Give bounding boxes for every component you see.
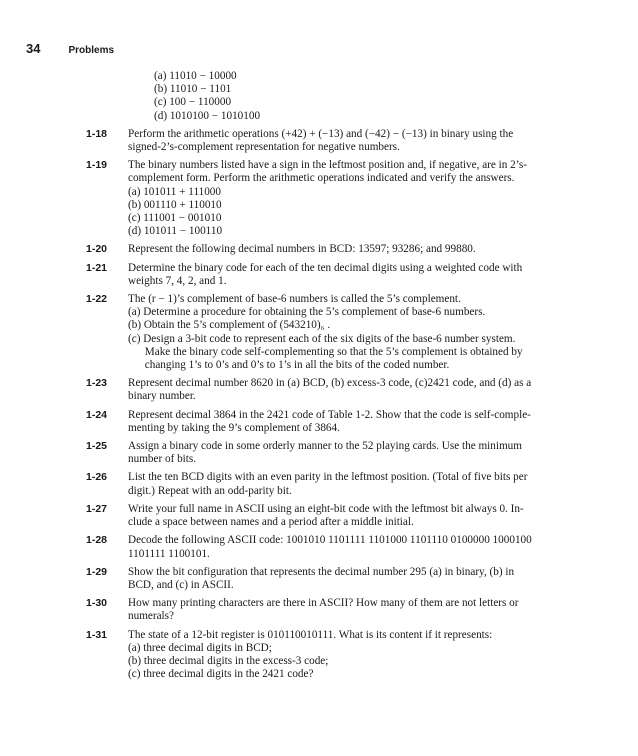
- problem-1-19: [86, 159, 612, 238]
- problem-text-line: menting by taking the 9’s complement of 3864.: [128, 421, 340, 434]
- problem-text-line: numerals?: [128, 610, 174, 623]
- problem-part: (b) three decimal digits in the excess-3 code;: [128, 654, 329, 667]
- problem-number: 1-24: [86, 408, 108, 421]
- problem-list: [86, 70, 612, 686]
- problem-text-line: number of bits.: [128, 453, 197, 466]
- problem-text-line: The state of a 12-bit register is 010110010111. What is its content if it represents:: [128, 628, 493, 641]
- problem-text-line: Decode the following ASCII code: 1001010 1101111 1101000 1101110 0100000 1000100: [128, 534, 532, 547]
- problem-part: (c) 111001 − 001010: [128, 212, 222, 225]
- page-number: 34: [26, 41, 41, 56]
- problem-part: changing 1’s to 0’s and 0’s to 1’s in all the bits of the coded number.: [128, 359, 450, 372]
- problem-part: (a) Determine a procedure for obtaining the 5’s complement of base-6 numbers.: [128, 306, 486, 319]
- problem-number: 1-18: [86, 127, 108, 140]
- problem-number: 1-30: [86, 597, 108, 610]
- problems: [86, 127, 612, 682]
- problem-1-29: [86, 565, 612, 592]
- problem-1-18: [86, 127, 612, 154]
- problem-number: 1-20: [86, 243, 108, 256]
- problem-text-line: Represent decimal 3864 in the 2421 code of Table 1-2. Show that the code is self-comple-: [128, 408, 531, 421]
- problem-text-line: weights 7, 4, 2, and 1.: [128, 274, 227, 287]
- problem-part: (a) 101011 + 111000: [128, 185, 221, 198]
- problem-text-line: signed-2’s-complement representation for negative numbers.: [128, 141, 400, 154]
- problem-text-line: digit.) Repeat with an odd-parity bit.: [128, 484, 292, 497]
- problem-part: Make the binary code self-complementing so that the 5’s complement is obtained by: [128, 345, 523, 358]
- problem-part: (d) 101011 − 100110: [128, 225, 223, 238]
- part-line: (a) 11010 − 10000: [154, 70, 237, 82]
- problem-text-line: binary number.: [128, 390, 196, 403]
- problem-1-26: [86, 471, 612, 497]
- problem-number: 1-19: [86, 159, 108, 172]
- problem-1-24: [86, 408, 612, 435]
- problem-text-line: How many printing characters are there in ASCII? How many of them are not letters or: [128, 597, 519, 610]
- problem-text-line: clude a space between names and a period after a middle initial.: [128, 516, 414, 529]
- problem-1-21: [86, 261, 612, 288]
- problem-text-line: complement form. Perform the arithmetic operations indicated and verify the answers.: [128, 172, 515, 185]
- problem-part: (b) Obtain the 5’s complement of (543210)₆ .: [128, 319, 331, 332]
- problem-text-line: Determine the binary code for each of the ten decimal digits using a weighted code with: [128, 261, 523, 274]
- problem-number: 1-28: [86, 534, 108, 547]
- problem-1-28: [86, 534, 612, 560]
- running-head: Problems: [68, 45, 115, 56]
- problem-number: 1-26: [86, 471, 108, 484]
- problem-number: 1-23: [86, 377, 108, 390]
- problem-1-22: [86, 293, 612, 372]
- continued-parts: [154, 70, 612, 123]
- problem-text-line: The binary numbers listed have a sign in the leftmost position and, if negative, are in 2’s-: [128, 159, 527, 172]
- problem-text-line: List the ten BCD digits with an even parity in the leftmost position. (Total of five bits per: [128, 471, 528, 484]
- problem-number: 1-22: [86, 293, 108, 306]
- problem-part: (c) Design a 3-bit code to represent each of the six digits of the base-6 number system.: [128, 332, 516, 345]
- part-line: (b) 11010 − 1101: [154, 83, 232, 96]
- problem-1-30: [86, 597, 612, 623]
- problem-text-line: The (r − 1)’s complement of base-6 numbers is called the 5’s complement.: [128, 293, 461, 306]
- problem-text-line: Assign a binary code in some orderly manner to the 52 playing cards. Use the minimum: [128, 440, 522, 453]
- problem-part: (c) three decimal digits in the 2421 code?: [128, 668, 314, 681]
- problem-1-23: [86, 377, 612, 403]
- problem-text-line: Represent the following decimal numbers in BCD: 13597; 93286; and 99880.: [128, 243, 476, 256]
- problem-text-line: Represent decimal number 8620 in (a) BCD, (b) excess-3 code, (c)2421 code, and (d) as a: [128, 377, 532, 390]
- problem-1-25: [86, 440, 612, 466]
- problem-text-line: Perform the arithmetic operations (+42) + (−13) and (−42) − (−13) in binary using the: [128, 127, 514, 140]
- problem-number: 1-21: [86, 261, 108, 274]
- problem-part: (b) 001110 + 110010: [128, 198, 222, 211]
- problem-number: 1-31: [86, 628, 108, 641]
- problem-number: 1-25: [86, 440, 108, 453]
- problem-number: 1-29: [86, 565, 108, 578]
- problem-text-line: BCD, and (c) in ASCII.: [128, 578, 234, 591]
- page-header: [26, 40, 114, 58]
- problem-text-line: Write your full name in ASCII using an eight-bit code with the leftmost bit always 0. In-: [128, 502, 524, 515]
- problem-part: (a) three decimal digits in BCD;: [128, 641, 272, 654]
- problem-1-20: [86, 243, 612, 256]
- problem-text-line: 1101111 1100101.: [128, 547, 210, 560]
- problem-1-31: [86, 628, 612, 682]
- part-line: (c) 100 − 110000: [154, 96, 232, 109]
- part-line: (d) 1010100 − 1010100: [154, 109, 261, 122]
- problem-text-line: Show the bit configuration that represents the decimal number 295 (a) in binary, (b) in: [128, 565, 515, 578]
- problem-1-27: [86, 502, 612, 529]
- problem-number: 1-27: [86, 502, 108, 515]
